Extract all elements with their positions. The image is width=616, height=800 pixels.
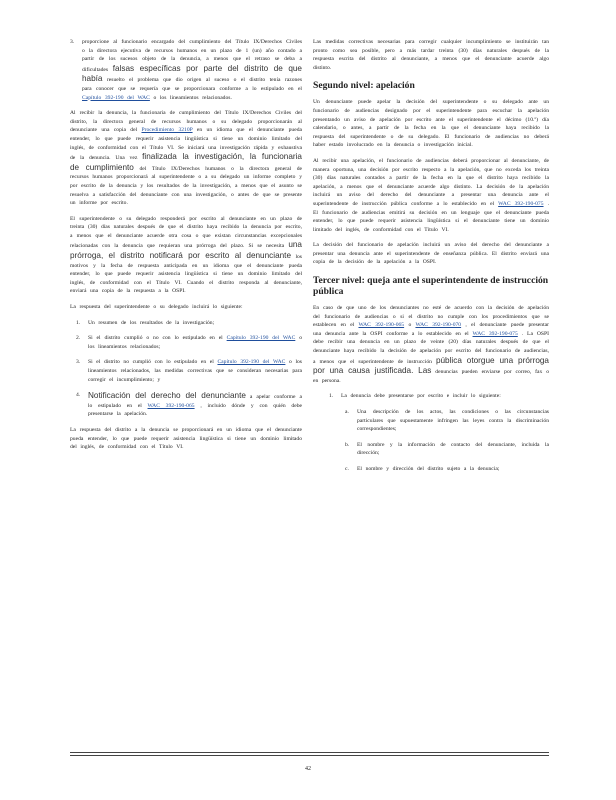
paragraph-appeal-decision [313, 157, 549, 234]
list-text-end: o los lineamientos relacionados; [88, 335, 302, 350]
sub-item-letter: c. [345, 465, 349, 472]
sub-item-a [313, 408, 549, 434]
paragraph-includes: La respuesta del superintendente o su delegado incluirá lo siguiente: [70, 304, 243, 311]
intro-text-cont: resuelto el problema que dio origen al suceso o el distrito tenía razones para conocer que se requería que se proporcionara conforme a lo estipulado en el [82, 77, 302, 92]
sub-item-letter: a. [345, 409, 349, 415]
list-item-1 [70, 319, 302, 328]
paragraph-language: La respuesta del distrito a la denuncia se proporcionará en un idioma que el denunciante pueda entender, lo que puede requerir asistencia lingüística si tiene un dominio limitado del inglés, de conformidad con el Título VI. [70, 426, 302, 451]
list-item-3 [70, 358, 302, 384]
right-column [313, 38, 549, 481]
paragraph-text-cont: en un idioma que el denunciante pueda entender, lo que puede requerir asistencia lingüística si tiene un dominio limitado del inglés, de conformidad con el Título VI. Se iniciará una investigación rápida y exhaustiva de la denuncia. Una vez [70, 127, 302, 162]
list-text: La denuncia debe presentarse por escrito e incluir lo siguiente: [341, 393, 501, 400]
list-number: 3. [76, 359, 81, 366]
paragraph-corrective: Las medidas correctivas necesarias para corregir cualquier incumplimiento se instituirán tan pronto como sea posible, pero a más tardar treinta (30) días naturales después de la respuesta escrita del distrito al denunciante, a menos que el denunciante acuerde algo distinto. [313, 39, 549, 71]
paragraph-text: En caso de que uno de los denunciantes no esté de acuerdo con la decisión de apelación del funcionario de audiencias o si el distrito no cumple con los procedimientos que se establecen en el [313, 305, 549, 329]
sub-item-b [313, 441, 549, 458]
paragraph-large-text: pública otorgue una prórroga por una causa justificada. Las [313, 355, 549, 376]
intro-list-item [70, 38, 302, 102]
list-number: 2. [76, 335, 81, 342]
sub-item-text: El nombre y la información de contacto del denunciante, incluida la dirección; [357, 441, 549, 457]
list-text: Un resumen de los resultados de la investigación; [88, 319, 215, 326]
procedure-link[interactable]: Procedimiento 3210P [141, 127, 193, 134]
list-item-2 [70, 334, 302, 351]
paragraph-text-end: del Título IX/Derechos humanos o la directora general de recursos humanos proporcionará al superintendente o a su delegado un informe completo y por escrito de la denuncia y los resultados de la investigación, a menos que el asunto se resuelva a satisfacción del denunciante con una investigación, o antes de que se presente un informe por escrito. [70, 165, 302, 207]
paragraph-large-text: finalizada la investigación, la funcionaria de cumplimiento [70, 152, 302, 172]
sub-item-c [313, 465, 549, 474]
left-column [70, 38, 302, 459]
intro-text-end: o los lineamientos relacionados. [153, 94, 232, 101]
list-number: 1. [329, 393, 334, 400]
page-number: 42 [305, 766, 311, 772]
sub-item-text: El nombre y dirección del distrito sujeto a la denuncia; [357, 465, 500, 472]
footer-rule [70, 752, 549, 753]
wac-link[interactable]: Capítulo 392-190 del WAC [226, 335, 296, 342]
intro-large-text: falsas específicas por parte del distrito de que había [82, 63, 302, 84]
list-text: Si el distrito no cumplió con lo estipulado en el [88, 359, 214, 366]
paragraph-large-text: una prórroga, el distrito notificará por escrito al denunciante [70, 240, 302, 261]
list-number: 4. [76, 392, 81, 399]
footer-rule [70, 755, 549, 756]
list-text: Si el distrito cumplió o no con lo estipulado en el [88, 335, 223, 342]
paragraph-text: . La OSPI debe recibir una denuncia en un plazo de veinte (20) días naturales después de que el denunciante haya recibido la decisión de apelación por escrito del funcionario de audiencias, a menos que el superintendente de instrucción [313, 330, 549, 365]
list-number: 1. [76, 319, 81, 326]
list-text: a apelar conforme a lo estipulado en el [88, 394, 302, 409]
paragraph-text: El superintendente o su delegado responderá por escrito al denunciante en un plazo de treinta (30) días naturales después de que el distrito haya recibido la denuncia por escrito, a menos que el denunciante acuerde otra cosa o que existan circunstancias excepcionales relacionadas con la denuncia que requieran una prórroga del plazo. Si se necesita [70, 215, 302, 250]
list-text-end: , incluido dónde y con quién debe presentarse la apelación. [88, 402, 302, 418]
wac-link[interactable]: WAC 392-190-075 [498, 200, 544, 207]
list-large-text: Notificación del derecho del denunciante [88, 391, 246, 401]
paragraph-appeal-notice: La decisión del funcionario de apelación incluirá un aviso del derecho del denunciante a presentar una denuncia ante el superintendente de enseñanza pública. El distrito enviará una copia de la decisión de la apelación a la OSPI. [313, 242, 549, 266]
sub-item-text: Una descripción de los actos, las condiciones o las circunstancias particulares que supuestamente infringen las leyes contra la discriminación correspondientes; [357, 409, 549, 433]
paragraph-text-end: . El funcionario de audiencias emitirá su decisión en un lenguaje que el denunciante pueda entender, lo que puede requerir asistencia lingüística si el denunciante tiene un dominio limitado del inglés, de conformidad con el Título VI. [313, 200, 549, 233]
wac-link-070[interactable]: WAC 392-190-070 [415, 322, 462, 329]
sub-item-letter: b. [345, 441, 350, 448]
paragraph-text: Al recibir una apelación, el funcionario de audiencias deberá proporcionar al denunciante, de manera oportuna, una decisión por escrito respecto a la apelación, que no exceda los treinta (30) días naturales contados a partir de la fecha en la que el distrito haya recibido la apelación, a menos que el denunciante acuerde algo distinto. La decisión de la apelación incluirá un aviso del derecho del denunciante a presentar una denuncia ante el superintendente de instrucción pública conforme a lo establecido en el [313, 157, 549, 207]
paragraph-text: Al recibir la denuncia, la funcionaria de cumplimiento del Título IX/Derechos Civiles del distrito, la directora general de recursos humanos o su delegado proporcionarán al denunciante una copia del [70, 110, 302, 134]
wac-link[interactable]: Capítulo 392-190 del WAC [82, 94, 150, 101]
heading-second-level: Segundo nivel: apelación [313, 80, 415, 92]
wac-link[interactable]: WAC 392-190-065 [147, 402, 195, 409]
wac-link-075[interactable]: WAC 392-190-075 [472, 330, 518, 337]
list-text-end: o los lineamientos relacionados, las medidas correctivas que se consideran necesarias para corregir el incumplimiento; y [88, 359, 302, 383]
paragraph-appeal: Un denunciante puede apelar la decisión del superintendente o su delegado ante un funcionario de audiencias designado por el superintendente para escuchar la apelación presentando un aviso de apelación por escrito ante el superintendente el décimo (10.º) día calendario, o antes, a partir de la fecha en la que el denunciante haya recibido la respuesta del superintendente o de su delegado. El funcionario de audiencias no deberá haber estado involucrado en la denuncia o investigación inicial. [313, 99, 549, 149]
paragraph-response [70, 215, 302, 296]
paragraph-ospi [313, 304, 549, 385]
intro-text: proporcione al funcionario encargado del cumplimiento del Título IX/Derechos Civiles o la directora ejecutiva de recursos humanos en un plazo de 1 (un) año contado a partir de los sucesos objeto de la denuncia, a menos que el retraso se deba a dificultades [82, 39, 302, 73]
wac-link[interactable]: Capítulo 392-190 del WAC [217, 359, 286, 366]
list-item-1 [313, 392, 549, 401]
heading-third-level: Tercer nivel: queja ante el superintendente de instrucción pública [313, 275, 549, 298]
list-number: 3. [70, 39, 75, 45]
paragraph-receipt [70, 109, 302, 208]
paragraph-text: o [408, 322, 412, 329]
paragraph-text-end: denuncias pueden enviarse por correo, fax o en persona. [313, 369, 549, 384]
paragraph-text: , el denunciante puede presentar una denuncia ante la OSPI conforme a lo establecido en el [313, 322, 549, 337]
wac-link-065[interactable]: WAC 392-190-065 [358, 322, 405, 329]
list-item-4 [70, 391, 302, 419]
paragraph-text-end: los motivos y la fecha de respuesta anticipada en un idioma que el denunciante pueda entender, lo que puede requerir asistencia lingüística si tiene un dominio limitado del inglés, de conformidad con el Título VI. Cuando el distrito responda al denunciante, enviará una copia de la respuesta a la OSPI. [70, 254, 302, 295]
